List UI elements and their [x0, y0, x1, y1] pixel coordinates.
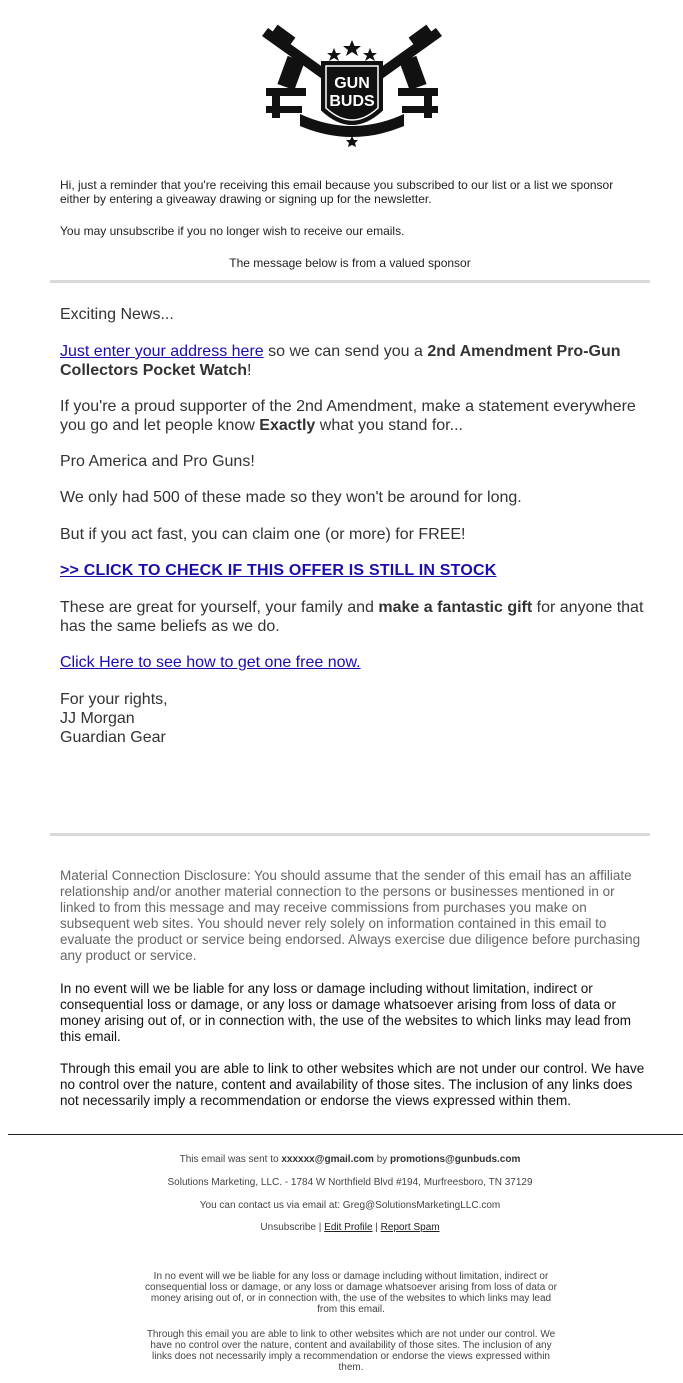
- logo-text-gun: GUN: [334, 75, 370, 92]
- check-stock-link[interactable]: >> CLICK TO CHECK IF THIS OFFER IS STILL IN STOCK: [60, 562, 497, 579]
- paragraph-limited: We only had 500 of these made so they won't be around for long.: [60, 489, 522, 506]
- signoff-line-1: For your rights,: [60, 691, 168, 708]
- gift-text-start: These are great for yourself, your family and: [60, 599, 379, 616]
- paragraph-pro-america: Pro America and Pro Guns!: [60, 453, 255, 470]
- sent-prefix: This email was sent to: [179, 1154, 282, 1165]
- unsubscribe-text[interactable]: Unsubscribe: [260, 1222, 316, 1233]
- sponsor-note: The message below is from a valued sponsor: [229, 256, 471, 270]
- supporter-text-start: If you're a proud supporter of the 2nd Amendment, make a statement everywhere you go and let people know: [60, 398, 636, 434]
- external-links-disclosure: Through this email you are able to link to other websites which are not under our control. We have no control over the nature, content and availability of those sites. The inclusion of any links does not necessarily imply a recommendation or endorse the views expressed within them.: [60, 1061, 645, 1108]
- report-spam-link[interactable]: Report Spam: [380, 1222, 440, 1233]
- get-one-free-link[interactable]: Click Here to see how to get one free now.: [60, 654, 361, 671]
- liability-disclosure: In no event will we be liable for any loss or damage including without limitation, indirect or consequential loss or damage, or any loss or damage whatsoever arising from loss of data or money arising out of, or in connection with, the use of the websites to which links may lead from this email.: [60, 981, 632, 1044]
- supporter-text-end: what you stand for...: [315, 417, 463, 434]
- signoff-company: Guardian Gear: [60, 729, 166, 746]
- unsubscribe-note: You may unsubscribe if you no longer wish to receive our emails.: [60, 224, 405, 238]
- paragraph-offer: [60, 342, 650, 380]
- footer-divider: [8, 1134, 683, 1135]
- sender-email: promotions@gunbuds.com: [390, 1154, 521, 1165]
- supporter-bold: Exactly: [259, 417, 316, 434]
- footer-external-links: Through this email you are able to link to other websites which are not under our control. We have no control over the nature, content and availability of those sites. The inclusion of any links does not necessarily imply a recommendation or endorse the views expressed within them.: [146, 1329, 556, 1373]
- free-link-wrapper: [60, 653, 650, 672]
- separator: |: [316, 1222, 325, 1233]
- edit-profile-link[interactable]: Edit Profile: [324, 1222, 373, 1233]
- divider-top: [50, 280, 650, 283]
- sent-to-line: [120, 1154, 580, 1166]
- material-disclosure: Material Connection Disclosure: You should assume that the sender of this email has an affiliate relationship and/or another material connection to the persons or businesses mentioned in or linked to from this message and may receive commissions from purchases you make on subsequent web sites. You should never rely solely on information contained in this email to evaluate the product or service being endorsed. Always exercise due diligence before purchasing any product or service.: [60, 868, 641, 963]
- offer-text-mid: so we can send you a: [263, 343, 428, 360]
- logo-graphic: [262, 18, 442, 152]
- sent-by: by: [373, 1154, 391, 1165]
- signoff-name: JJ Morgan: [60, 710, 135, 727]
- postal-address: Solutions Marketing, LLC. - 1784 W Northfield Blvd #194, Murfreesboro, TN 37129: [167, 1177, 533, 1188]
- gift-text-end: for anyone that has the same beliefs as we do.: [60, 599, 644, 635]
- signoff: [60, 690, 650, 747]
- recipient-email: xxxxxx@gmail.com: [281, 1154, 374, 1165]
- gunbuds-logo[interactable]: [262, 18, 442, 152]
- divider-bottom: [50, 833, 650, 836]
- offer-product: 2nd Amendment Pro-Gun Collectors Pocket Watch: [60, 343, 621, 379]
- footer-liability: In no event will we be liable for any loss or damage including without limitation, indirect or consequential loss or damage, or any loss or damage whatsoever arising from loss of data or money arising out of, or in connection with, the use of the websites to which links may lead from this email.: [145, 1271, 557, 1315]
- contact-line: You can contact us via email at: Greg@SolutionsMarketingLLC.com: [199, 1200, 501, 1211]
- paragraph-act-fast: But if you act fast, you can claim one (or more) for FREE!: [60, 526, 466, 543]
- greeting: Exciting News...: [60, 306, 174, 323]
- paragraph-supporter: [60, 397, 650, 435]
- offer-text-end: !: [247, 362, 252, 379]
- cta-wrapper: [60, 561, 650, 580]
- logo-text-buds: BUDS: [329, 93, 375, 110]
- separator: |: [372, 1222, 381, 1233]
- footer-links: [120, 1222, 580, 1234]
- paragraph-gift: [60, 598, 650, 636]
- subscription-reminder: Hi, just a reminder that you're receiving this email because you subscribed to our list or a list we sponsor either by entering a giveaway drawing or signing up for the newsletter.: [60, 178, 614, 206]
- enter-address-link[interactable]: Just enter your address here: [60, 343, 264, 360]
- gift-bold: make a fantastic gift: [378, 599, 533, 616]
